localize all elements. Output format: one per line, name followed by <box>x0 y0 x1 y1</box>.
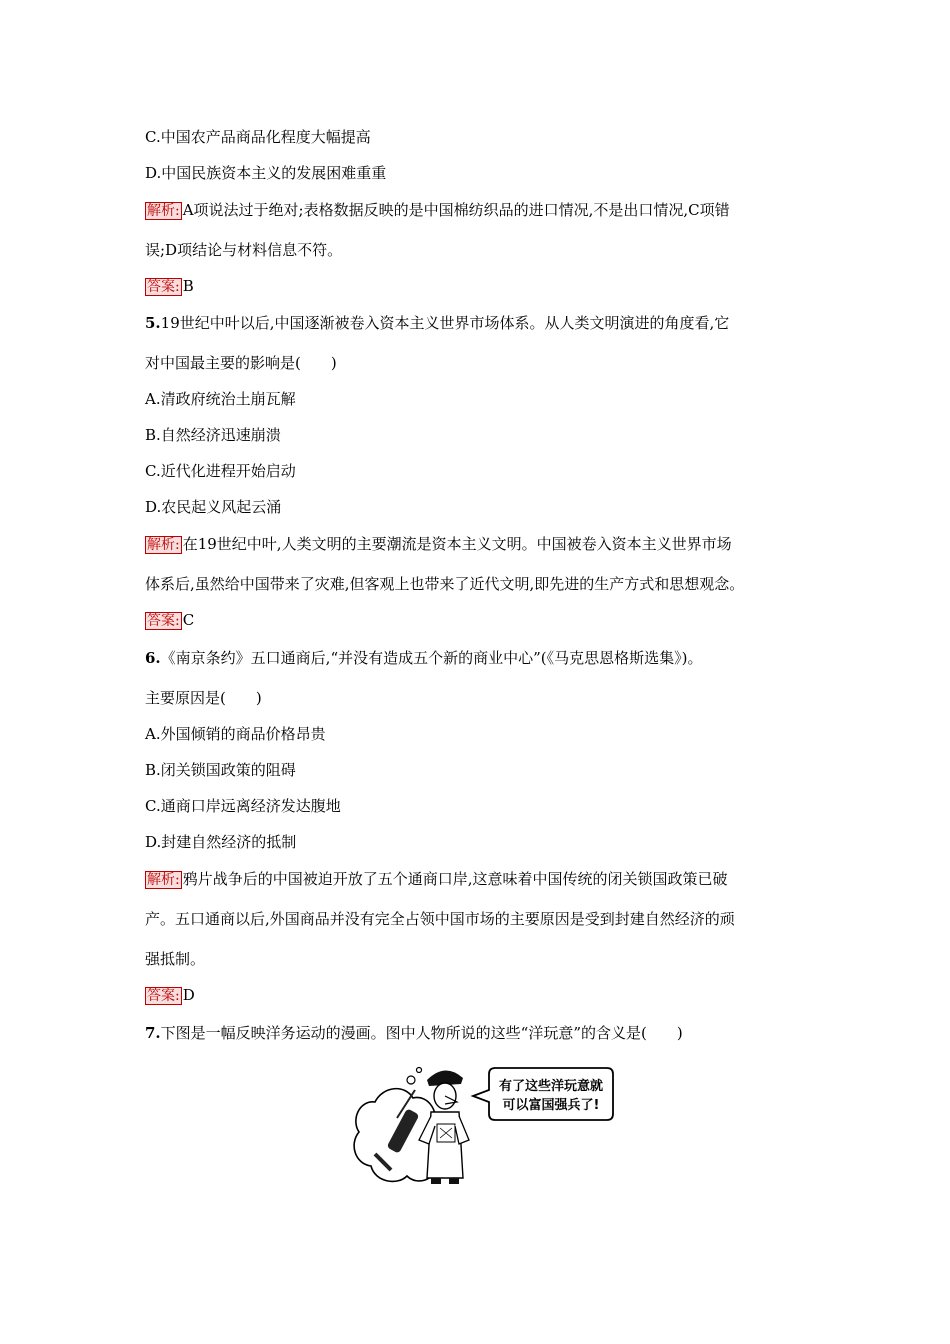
q4-option-c: C.中国农产品商品化程度大幅提高 <box>145 128 371 146</box>
q4-answer-value: B <box>182 277 194 295</box>
q4-analysis-text: A项说法过于绝对;表格数据反映的是中国棉纺织品的进口情况,不是出口情况,C项错 <box>182 201 730 219</box>
q6-option-a: A.外国倾销的商品价格昂贵 <box>145 725 326 743</box>
q4-answer <box>145 276 194 297</box>
q6-option-b: B.闭关锁国政策的阻碍 <box>145 761 296 779</box>
q6-analysis <box>145 869 728 890</box>
q5-option-b: B.自然经济迅速崩溃 <box>145 426 281 444</box>
q5-answer <box>145 610 194 631</box>
q6-stem-cont: 主要原因是( ) <box>145 689 262 707</box>
q6-analysis-cont: 产。五口通商以后,外国商品并没有完全占领中国市场的主要原因是受到封建自然经济的顽 <box>145 910 735 928</box>
q6-option-d: D.封建自然经济的抵制 <box>145 833 297 851</box>
q5-option-a: A.清政府统治土崩瓦解 <box>145 390 296 408</box>
q7-stem-text: 下图是一幅反映洋务运动的漫画。图中人物所说的这些“洋玩意”的含义是( ) <box>160 1024 683 1042</box>
q7-stem <box>145 1023 683 1043</box>
analysis-tag: 解析: <box>147 872 180 888</box>
q5-stem <box>145 313 729 333</box>
q6-stem <box>145 648 703 668</box>
q5-option-c: C.近代化进程开始启动 <box>145 462 296 480</box>
cannon-drawing <box>375 1090 420 1170</box>
q4-option-d: D.中国民族资本主义的发展困难重重 <box>145 164 387 182</box>
q6-answer-value: D <box>182 986 195 1004</box>
q6-answer <box>145 985 195 1006</box>
q5-stem-text: 19世纪中叶以后,中国逐渐被卷入资本主义世界市场体系。从人类文明演进的角度看,它 <box>160 314 730 332</box>
speech-bubble-line-1: 有了这些洋玩意就 <box>498 1079 604 1094</box>
q5-stem-cont: 对中国最主要的影响是( ) <box>145 354 337 372</box>
qing-official-figure <box>419 1070 469 1184</box>
thought-bubble-small <box>407 1076 415 1084</box>
analysis-tag: 解析: <box>147 203 180 219</box>
answer-tag: 答案: <box>147 279 180 295</box>
q6-number: 6. <box>145 649 161 667</box>
q7-number: 7. <box>145 1024 161 1042</box>
q5-option-d: D.农民起义风起云涌 <box>145 498 282 516</box>
q5-analysis <box>145 534 732 555</box>
q5-answer-value: C <box>182 611 195 629</box>
cartoon-illustration <box>345 1062 615 1192</box>
answer-tag: 答案: <box>147 988 180 1004</box>
analysis-tag: 解析: <box>147 537 180 553</box>
q5-analysis-cont: 体系后,虽然给中国带来了灾难,但客观上也带来了近代文明,即先进的生产方式和思想观念。 <box>145 575 745 593</box>
q5-analysis-text: 在19世纪中叶,人类文明的主要潮流是资本主义文明。中国被卷入资本主义世界市场 <box>182 535 732 553</box>
answer-tag: 答案: <box>147 613 180 629</box>
q6-stem-text: 《南京条约》五口通商后,“并没有造成五个新的商业中心”(《马克思恩格斯选集》)。 <box>160 649 703 667</box>
thought-bubble-tiny <box>417 1068 422 1073</box>
q6-option-c: C.通商口岸远离经济发达腹地 <box>145 797 341 815</box>
q4-analysis-cont: 误;D项结论与材料信息不符。 <box>145 241 343 259</box>
q5-number: 5. <box>145 314 161 332</box>
speech-bubble-line-2: 可以富国强兵了! <box>502 1098 600 1113</box>
q6-analysis-text: 鸦片战争后的中国被迫开放了五个通商口岸,这意味着中国传统的闭关锁国政策已破 <box>182 870 728 888</box>
q6-analysis-cont2: 强抵制。 <box>145 950 206 968</box>
q4-analysis <box>145 200 730 221</box>
